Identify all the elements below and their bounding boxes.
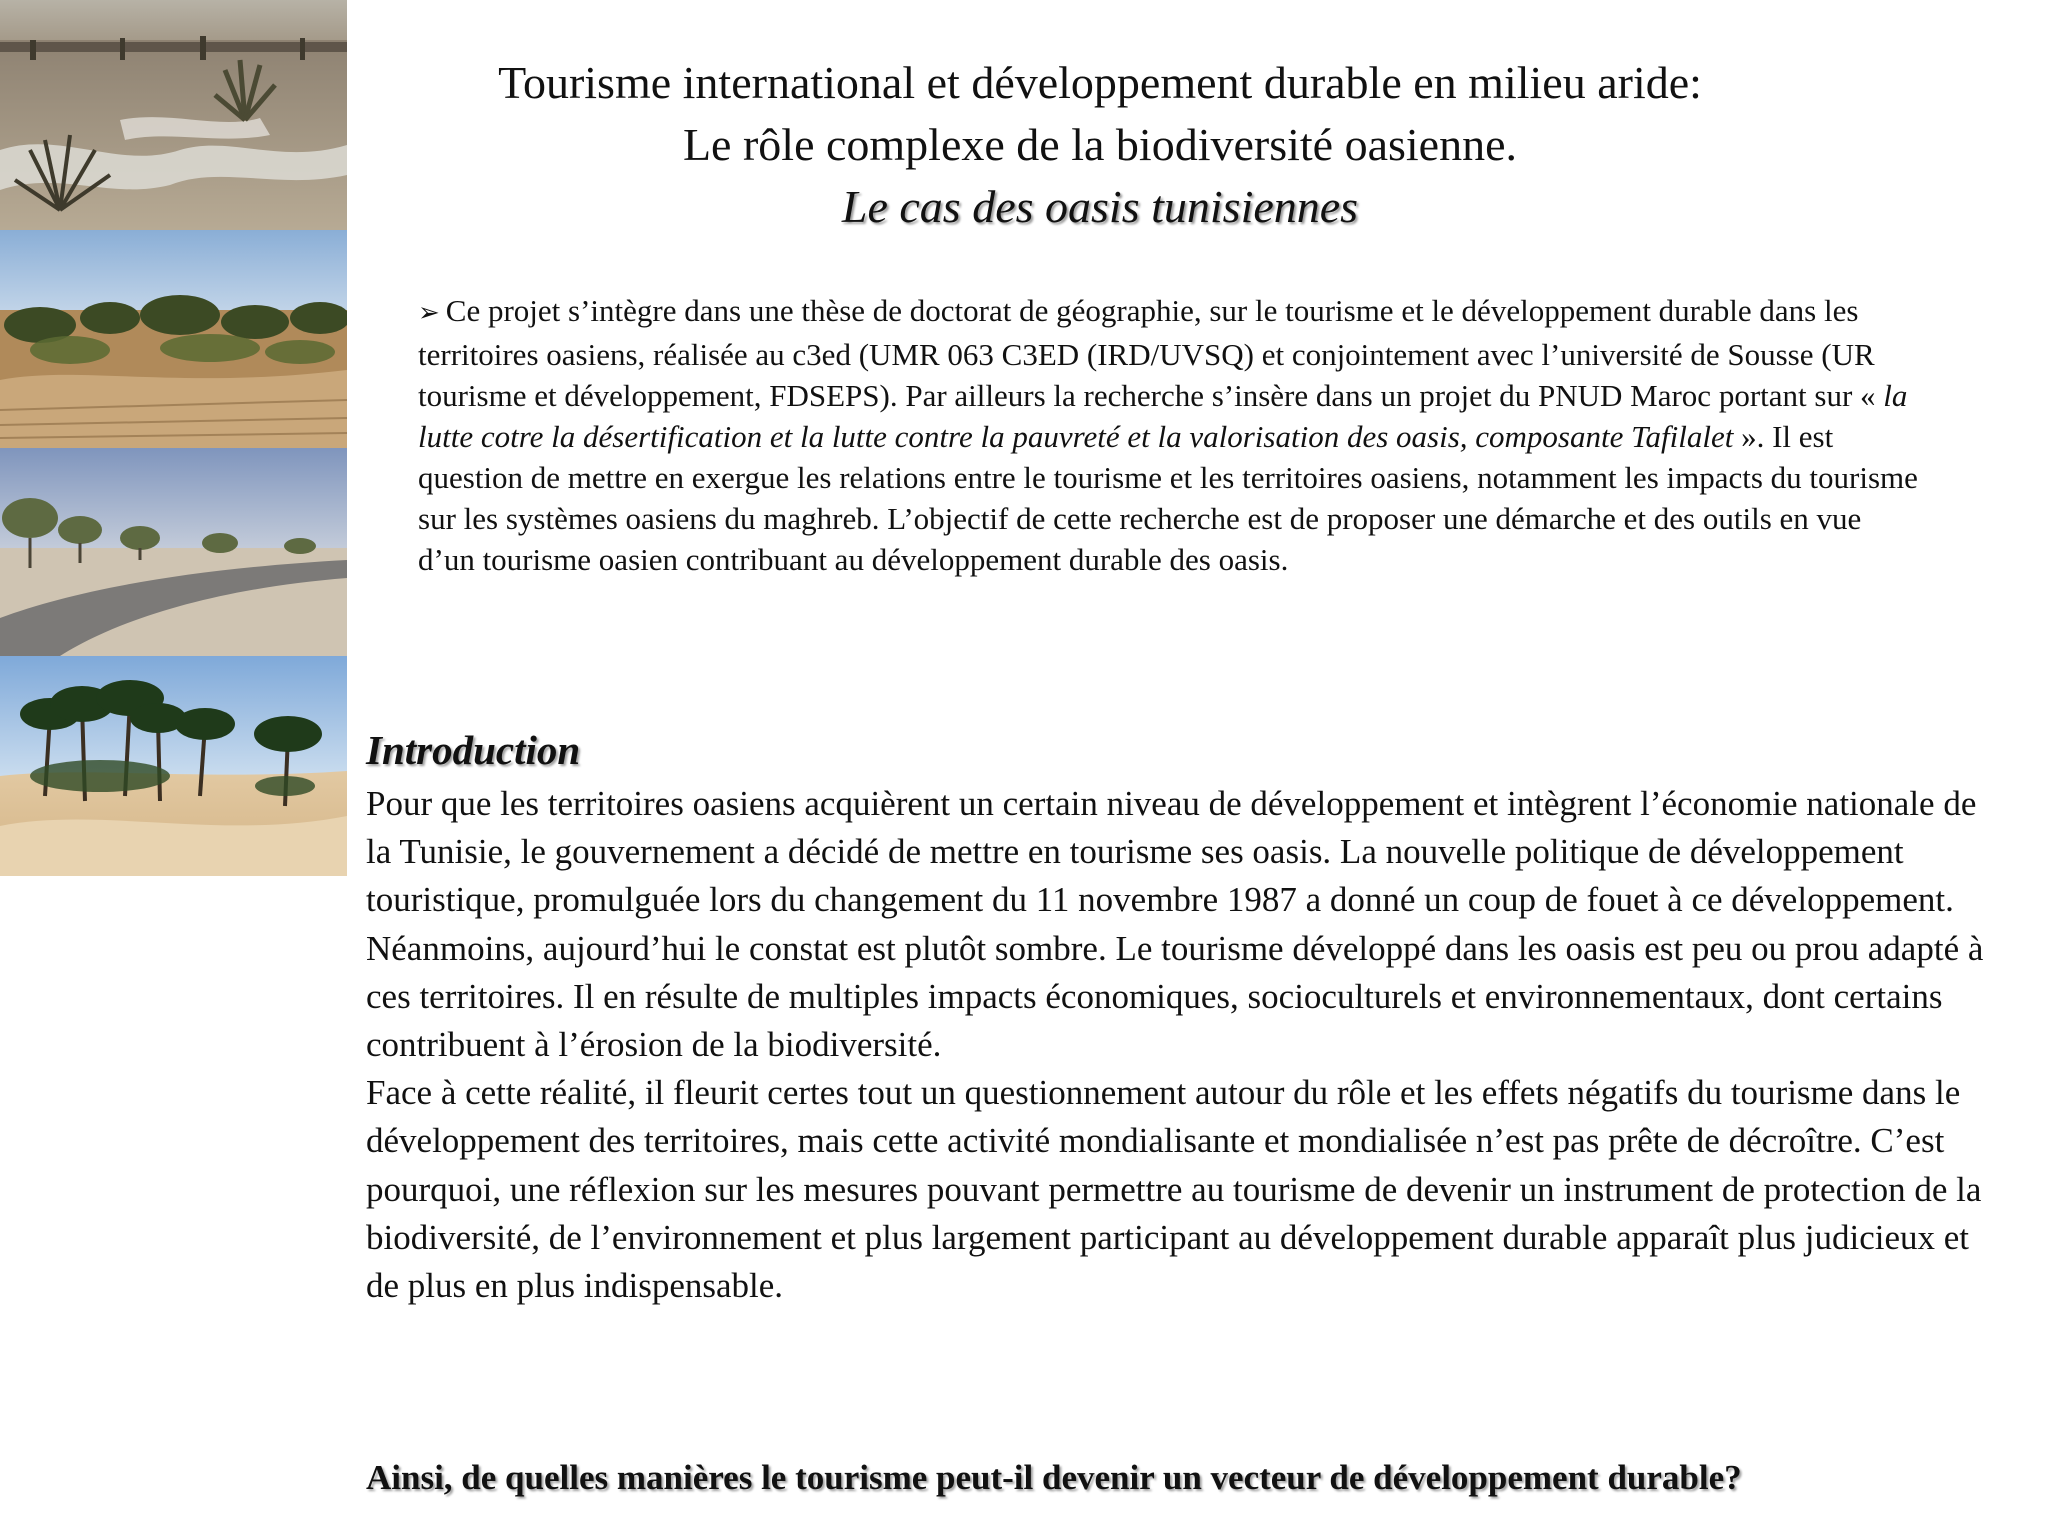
title-case-subtitle: Le cas des oasis tunisiennes [841, 181, 1359, 232]
intro-paragraph-2: Néanmoins, aujourd’hui le constat est plutôt sombre. Le tourisme développé dans les oasis est peu ou prou adapté à ces territoires. Il en résulte de multiples impacts économiques, socioculturels et environnementaux, dont certains contribuent à l’érosion de la biodiversité. [366, 928, 1984, 1065]
summary-project-italic: la lutte cotre la désertification et la lutte contre la pauvreté et la valorisation des oasis, composante Tafilalet [418, 378, 1908, 454]
photo-column [0, 0, 347, 876]
research-question: Ainsi, de quelles manières le tourisme peut-il devenir un vecteur de développement durable? [366, 1458, 1742, 1497]
summary-paragraph [418, 290, 1918, 580]
photo-desert-road [0, 448, 347, 656]
title-line-2: Le rôle complexe de la biodiversité oasienne. [682, 119, 1518, 170]
summary-text-part1: Ce projet s’intègre dans une thèse de doctorat de géographie, sur le tourisme et le développement durable dans les territoires oasiens, réalisée au c3ed (UMR 063 C3ED (IRD/UVSQ) et conjointement avec l’université de Sousse (UR tourisme et développement, FDSEPS). Par ailleurs la recherche s’insère dans un projet du PNUD Maroc portant sur « [418, 293, 1884, 413]
arrow-bullet-icon: ➢ [418, 298, 440, 328]
intro-paragraph-3: Face à cette réalité, il fleurit certes tout un questionnement autour du rôle et les effets négatifs du tourisme dans le développement des territoires, mais cette activité mondialisante et mondialisée n’est pas prête de décroître. C’est pourquoi, une réflexion sur les mesures pouvant permettre au tourisme de devenir un instrument de protection de la biodiversité, de l’environnement et plus largement participant au développement durable apparaît plus judicieux et de plus en plus indispensable. [366, 1073, 1982, 1306]
title-line-1: Tourisme international et développement durable en milieu aride: [498, 57, 1702, 108]
summary-text-part2: ». Il est question de mettre en exergue les relations entre le tourisme et les territoires oasiens, notamment les impacts du tourisme sur les systèmes oasiens du maghreb. L’objectif de cette recherche est de proposer une démarche et des outils en vue d’un tourisme oasien contribuant au développement durable des oasis. [418, 419, 1918, 577]
introduction-heading: Introduction [366, 727, 581, 773]
poster-title [380, 52, 1820, 238]
photo-palm-grove [0, 230, 347, 448]
photo-palms-on-dunes [0, 656, 347, 876]
project-summary [418, 290, 1918, 580]
intro-paragraph-1: Pour que les territoires oasiens acquièrent un certain niveau de développement et intègrent l’économie nationale de la Tunisie, le gouvernement a décidé de mettre en tourisme ses oasis. La nouvelle politique de développement touristique, promulguée lors du changement du 11 novembre 1987 a donné un coup de fouet à ce développement. [366, 784, 1977, 920]
introduction-section [366, 722, 1986, 1310]
photo-wet-sand-palms [0, 0, 347, 230]
